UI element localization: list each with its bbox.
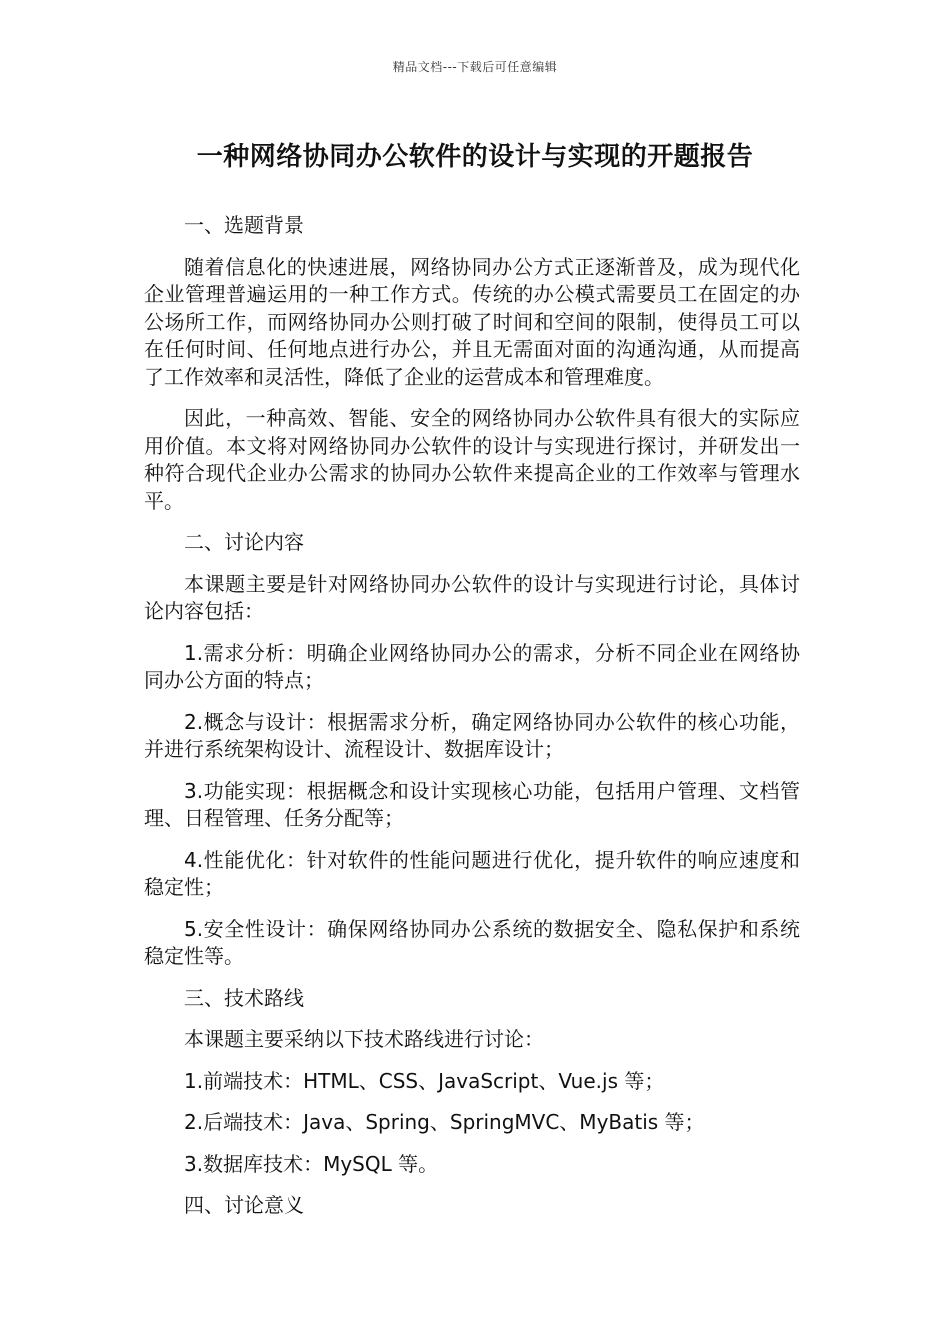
- paragraph-background-1: 随着信息化的快速进展，网络协同办公方式正逐渐普及，成为现代化企业管理普遍运用的一种工作方式。传统的办公模式需要员工在固定的办公场所工作，而网络协同办公则打破了时间和空间的限制，使得员工可以在任何时间、任何地点进行办公，并且无需面对面的沟通沟通，从而提高了工作效率和灵活性，降低了企业的运营成本和管理难度。: [144, 254, 800, 389]
- document-title: 一种网络协同办公软件的设计与实现的开题报告: [196, 142, 754, 172]
- section-heading-research-content: 二、讨论内容: [184, 530, 304, 554]
- list-item-requirements: 1.需求分析：明确企业网络协同办公的需求，分析不同企业在网络协同办公方面的特点；: [144, 640, 800, 692]
- section-heading-background: 一、选题背景: [184, 213, 304, 237]
- header-note: 精品文档---下载后可任意编辑: [392, 60, 558, 74]
- list-item-performance: 4.性能优化：针对软件的性能问题进行优化，提升软件的响应速度和稳定性；: [144, 847, 800, 899]
- list-item-backend: 2.后端技术：Java、Spring、SpringMVC、MyBatis 等；: [184, 1110, 705, 1134]
- list-item-design: 2.概念与设计：根据需求分析，确定网络协同办公软件的核心功能，并进行系统架构设计、流程设计、数据库设计；: [144, 709, 800, 761]
- list-item-frontend: 1.前端技术：HTML、CSS、JavaScript、Vue.js 等；: [184, 1068, 665, 1093]
- paragraph-tech-intro: 本课题主要采纳以下技术路线进行讨论：: [184, 1027, 544, 1051]
- document-body: [144, 212, 800, 1234]
- section-heading-tech-route: 三、技术路线: [184, 985, 304, 1010]
- list-item-database: 3.数据库技术：MySQL 等。: [184, 1151, 439, 1176]
- paragraph-research-intro: 本课题主要是针对网络协同办公软件的设计与实现进行讨论，具体讨论内容包括：: [144, 571, 800, 623]
- section-heading-significance: 四、讨论意义: [184, 1193, 304, 1217]
- list-item-security: 5.安全性设计：确保网络协同办公系统的数据安全、隐私保护和系统稳定性等。: [144, 916, 800, 968]
- list-item-implementation: 3.功能实现：根据概念和设计实现核心功能，包括用户管理、文档管理、日程管理、任务分配等；: [144, 778, 800, 830]
- paragraph-background-2: 因此，一种高效、智能、安全的网络协同办公软件具有很大的实际应用价值。本文将对网络协同办公软件的设计与实现进行探讨，并研发出一种符合现代企业办公需求的协同办公软件来提高企业的工作效率与管理水平。: [144, 406, 800, 513]
